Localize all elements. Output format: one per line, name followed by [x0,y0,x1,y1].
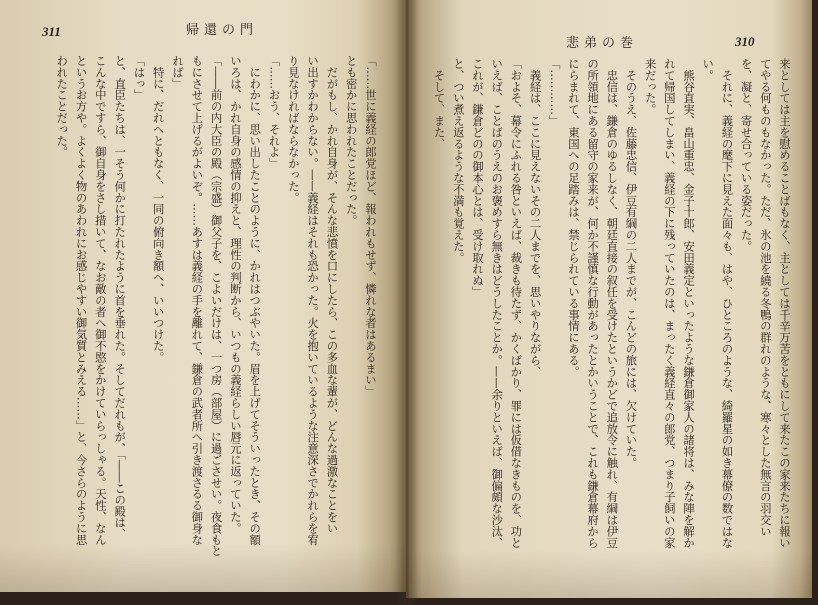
text-column: を、凝と、寄せ合っている姿だった。 [739,58,754,252]
text-column: 「…………」 [547,58,562,127]
text-column: われたことだった。 [55,55,70,158]
left-page-text [50,55,380,559]
text-column: と、直臣たちは、一そう何かに打たれたように首を垂れた。そしてだれもが、「――この殿は、 [113,55,128,540]
text-column: 「はっ」 [132,55,147,101]
text-column: こんな中ですら、御自身をさし措いて、なお敵の者へ御不愍をかけていらっしゃる。天性、なん [93,55,108,546]
text-column: にわかに、思い出したことのように、かれはつぶやいた。眉を上げてそういったとき、その額 [248,55,263,546]
right-page [406,0,812,598]
text-column: 熊谷直実、畠山重忠、金子十郎、安田義定といったような鎌倉御家人の諸将は、みな陣を解か [682,58,697,549]
text-column: いろは、かれ自身の感情の抑えと、理性の判断から、いつもの義経らしい唇元に返っていた。 [228,55,243,534]
text-column: そして、また、 [432,58,447,150]
text-column: と、つい煮え返るような不満も覚えた。 [451,58,466,264]
text-column: これが、鎌倉どのの御本心とは、受け取れぬ」 [471,58,485,298]
text-column: い。 [701,58,716,81]
right-page-text [428,58,794,558]
text-column: 「およそ、幕令にふれる咎といえば、裁きも待たず、かくばかり、罪には仮借なきものを、功と [509,58,524,549]
left-page-number: 311 [42,24,61,39]
text-column: 義経は、ここに見えないその二人までを、思いやりながら、 [528,58,543,378]
text-column: 「……世に義経の郎党ほど、報われもせず、憐れな者はあるまい」 [364,55,378,397]
left-page [0,0,406,592]
text-column: り見なければならなかった。 [286,55,301,204]
text-column: い出すかわからない。——義経はそれも恐かった。火を抱いているような注意深さでかれらを宥 [306,55,321,546]
text-column: れて帰国してしまい、義経の下に残っていたのは、まったく義経直々の郎党、つまり子飼いの家 [662,58,677,549]
text-column: れば」 [171,55,186,90]
left-running-title: 帰還の門 [186,23,259,38]
text-column: 忠信は、鎌倉のゆるしなく、朝廷直接の叙任を受けたというかどで追放令に触れ、有綱は伊豆 [605,58,620,549]
text-column: それに、義経の麾下に見えた面々も、はや、ひところのような、綺羅星の如き幕僚の数ではな [720,58,735,549]
text-column: 「……おう、それよ」 [267,55,282,169]
text-column: そのうえ、佐藤忠信、伊豆有綱の二人までが、こんどの旅には、欠けていた。 [624,58,639,469]
text-column: というお方や。よくよく物のあわれにお感じやすい御気質とみえる……」と、今さらのように思 [74,55,89,546]
text-column: の所領地にある留守の家来が、何か不謹慎な行動があったとかいうことで、これも鎌倉幕府から [586,58,601,549]
text-column: いえば、ことばのうえのお褒めすら無きはどうしたことか。——余りといえば、御偏頗な沙汰、 [490,58,505,549]
text-column: にらまれて、東国への足踏みは、禁じられている事情にある。 [566,58,581,378]
text-column: もにさせて上げるがよいぞ。……あすは義経の手を離れて、鎌倉の武者所へ引き渡さるる御身な [190,55,205,546]
text-column: とも密かに思われたことだった。 [344,55,359,226]
right-page-number: 310 [735,34,755,49]
text-column: だがもし、かれ自身が、そんな悲憤を口にしたら、この多血な輩が、どんな過激なことをい [325,55,340,534]
text-column: てやる何ものもなかった。ただ、氷の池を繞る冬鴨の群れのような、寒々とした無言の羽交い [758,58,773,537]
text-column: 来としては主を慰めることばもなく、主としては千辛万苦をともにして来たこの家来たちに報い [778,58,792,549]
text-column: 「――前の内大臣の殿（宗盛）御父子を、こよいだけは、一つ房（部屋）に過ごさせい。夜食もと [209,55,224,557]
text-column: 来だった。 [643,58,658,115]
text-column: 特に、だれへともなく、一同の俯向き額へ、いいつけた。 [151,55,166,363]
right-running-title: 悲弟の巻 [566,36,639,51]
